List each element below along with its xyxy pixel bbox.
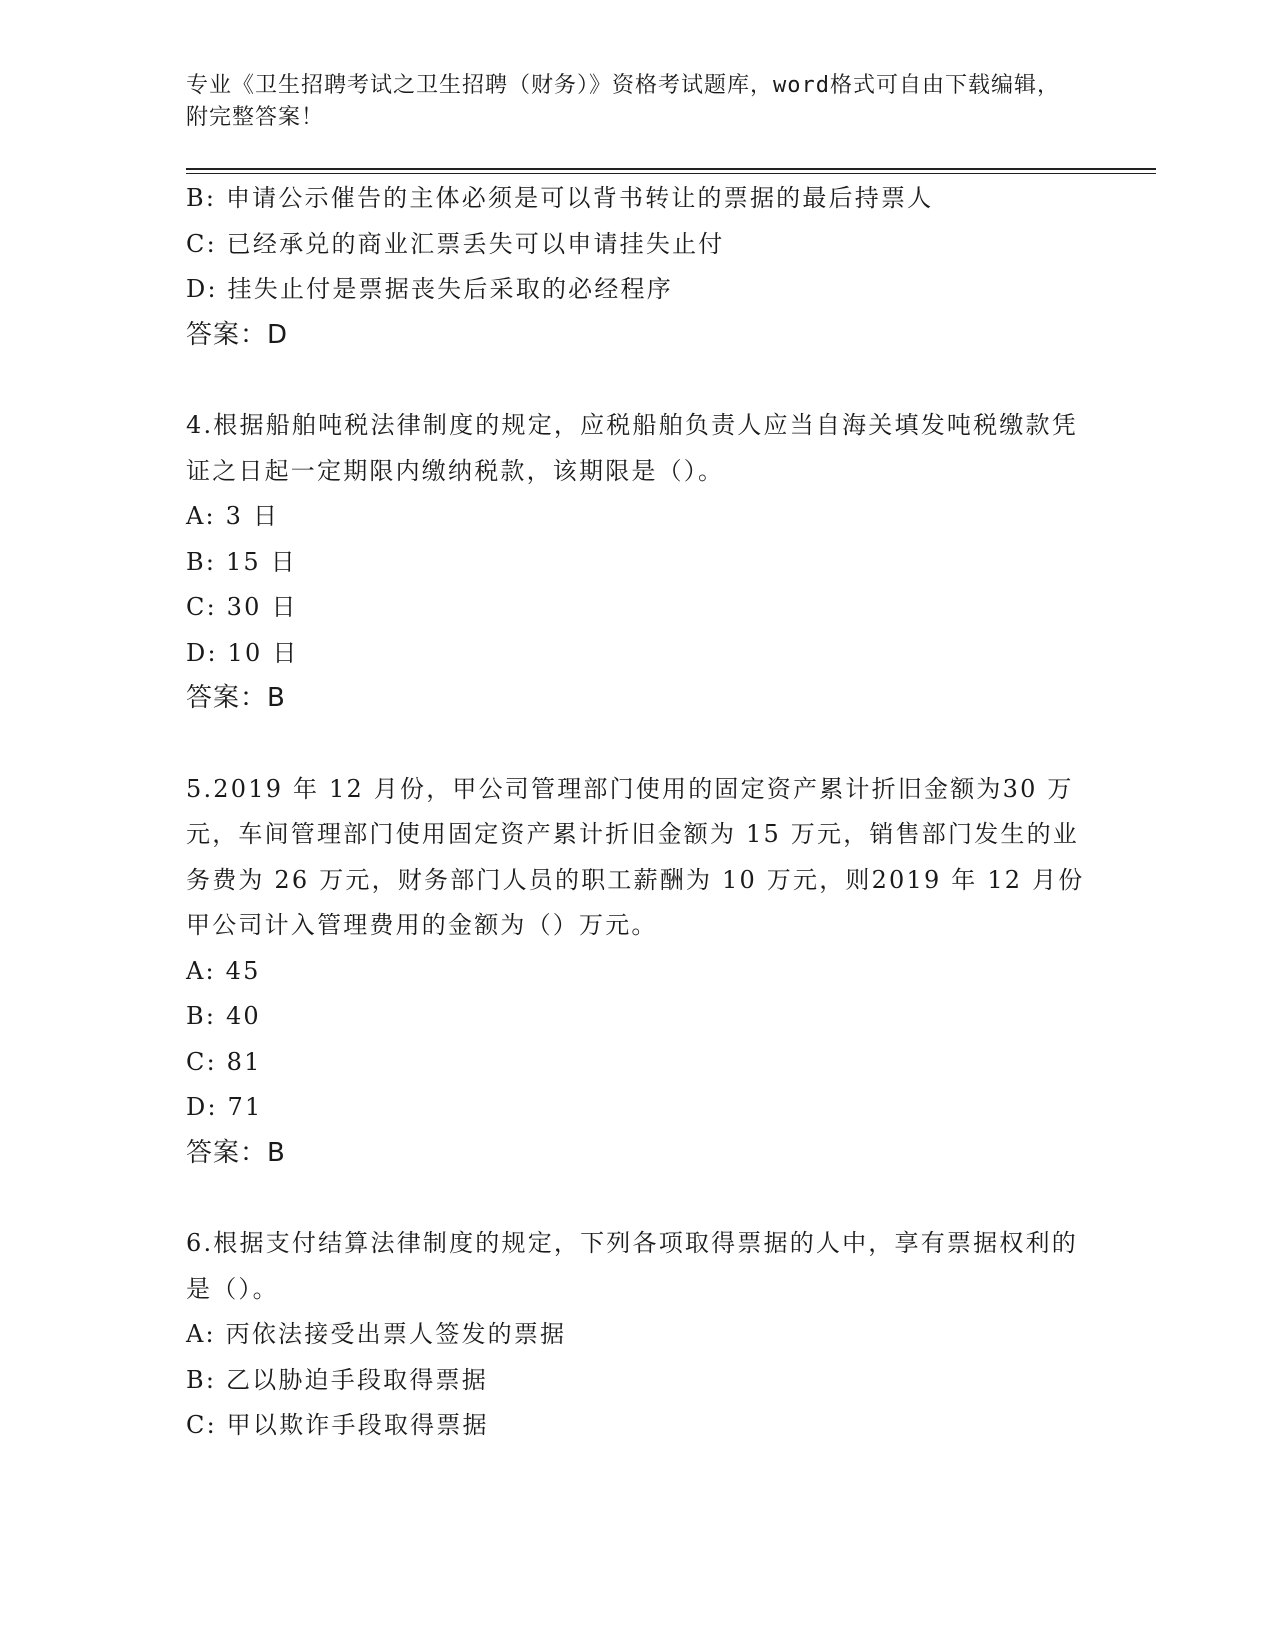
question-text: 5.2019 年 12 月份，甲公司管理部门使用的固定资产累计折旧金额为30 万元，车间管理部门使用固定资产累计折旧金额为 15 万元，销售部门发生的业务费为 26 万元，财务部门人员的职工薪酬为 10 万元，则2019 年 12 月份甲公司计入管理费用的金额为（）万元。 — [186, 774, 1085, 939]
answer: 答案：D — [186, 319, 289, 350]
spacer — [186, 722, 1156, 767]
option-c: C: 甲以欺诈手段取得票据 — [186, 1411, 489, 1439]
question-4 — [186, 403, 1156, 722]
option-a: A: 丙依法接受出票人签发的票据 — [186, 1320, 567, 1348]
option-d: D: 挂失止付是票据丧失后采取的必经程序 — [186, 275, 673, 303]
option-a: A: 45 — [186, 956, 261, 985]
header-divider — [186, 168, 1156, 170]
spacer — [186, 358, 1156, 403]
document-header: 专业《卫生招聘考试之卫生招聘（财务）》资格考试题库，word格式可自由下载编辑，附完整答案！ — [186, 73, 1060, 130]
document-page — [186, 70, 1156, 1449]
question-3 — [186, 176, 1156, 358]
option-c: C: 81 — [186, 1047, 262, 1076]
question-6 — [186, 1221, 1156, 1449]
option-d: D: 10 日 — [186, 638, 299, 667]
option-d: D: 71 — [186, 1093, 263, 1121]
answer: 答案：B — [186, 1137, 286, 1168]
question-text: 6.根据支付结算法律制度的规定，下列各项取得票据的人中，享有票据权利的是（）。 — [186, 1229, 1078, 1303]
question-list — [186, 176, 1156, 1449]
option-a: A: 3 日 — [186, 502, 280, 530]
answer: 答案：B — [186, 683, 286, 713]
question-5 — [186, 767, 1156, 1177]
option-c: C: 30 日 — [186, 593, 298, 621]
option-b: B: 40 — [186, 1002, 261, 1030]
option-b: B: 15 日 — [186, 547, 297, 576]
option-b: B: 申请公示催告的主体必须是可以背书转让的票据的最后持票人 — [186, 184, 934, 212]
spacer — [186, 1176, 1156, 1221]
option-c: C: 已经承兑的商业汇票丢失可以申请挂失止付 — [186, 229, 725, 258]
question-text: 4.根据船舶吨税法律制度的规定，应税船舶负责人应当自海关填发吨税缴款凭证之日起一定期限内缴纳税款，该期限是（）。 — [186, 411, 1078, 485]
option-b: B: 乙以胁迫手段取得票据 — [186, 1365, 488, 1394]
